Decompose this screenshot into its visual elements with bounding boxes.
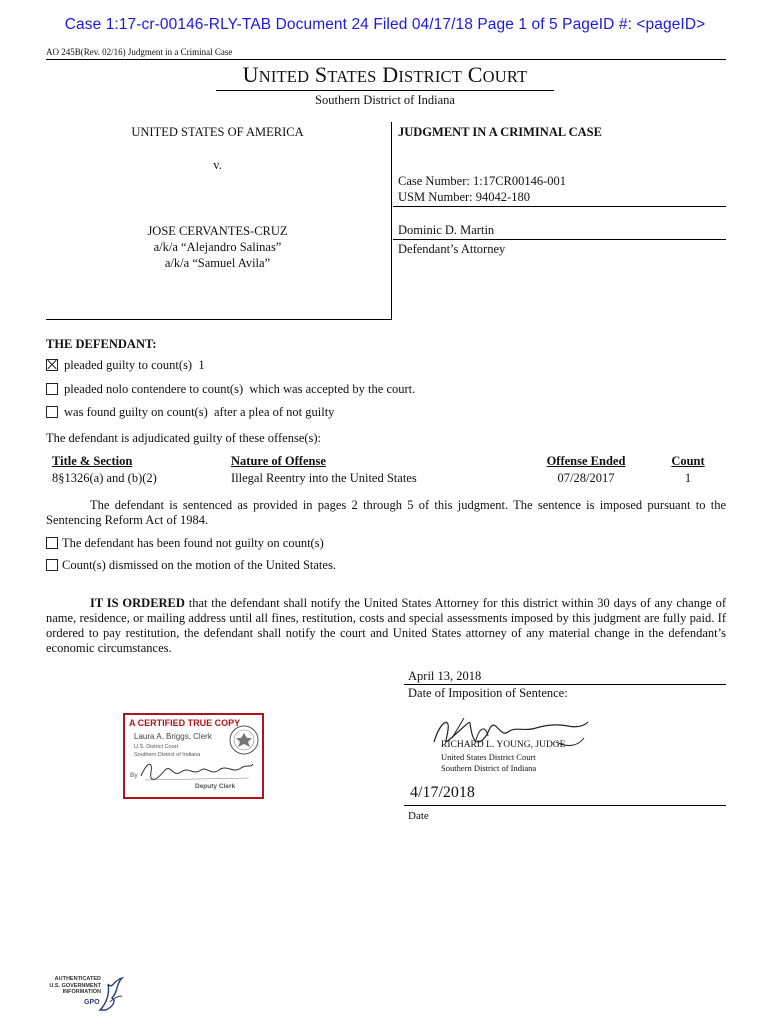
court-district: Southern District of Indiana xyxy=(315,93,455,107)
gpo-eagle-icon xyxy=(96,974,126,1014)
top-rule xyxy=(46,59,726,60)
case-number: Case Number: 1:17CR00146-001 xyxy=(398,174,567,188)
order-paragraph: IT IS ORDERED that the defendant shall notify the United States Attorney for this district within 30 days of any change of name, residence, or mailing address until all fines, restitution, costs and special assessments imposed by this judgment are fully paid. If ordered to pay restitution, the defendant shall notify the court and United States attorney of any material change in the defendant’s economic circumstances. xyxy=(46,596,726,655)
date-label: Date xyxy=(408,810,429,822)
plea-guilty-row: pleaded guilty to count(s) 1 xyxy=(46,358,205,373)
ecf-header-stamp: Case 1:17-cr-00146-RLY-TAB Document 24 Filed 04/17/18 Page 1 of 5 PageID #: <pageID> xyxy=(64,16,706,33)
col-nature: Nature of Offense xyxy=(231,454,326,468)
date-rule xyxy=(404,805,726,806)
defendant-aka-2: a/k/a “Samuel Avila” xyxy=(164,256,271,270)
stamp-court: U.S. District Court xyxy=(134,744,179,750)
offense-ended: 07/28/2017 xyxy=(557,471,615,485)
stamp-title: A CERTIFIED TRUE COPY xyxy=(129,718,241,728)
defendant-heading: THE DEFENDANT: xyxy=(46,337,157,351)
stamp-by: By xyxy=(130,772,138,779)
gpo-text: AUTHENTICATED U.S. GOVERNMENT INFORMATION xyxy=(49,976,101,995)
found-guilty-row: was found guilty on count(s) after a plea of not guilty xyxy=(46,405,334,420)
deputy-signature xyxy=(137,758,257,784)
offense-count: 1 xyxy=(684,471,692,485)
attorney-label: Defendant’s Attorney xyxy=(398,242,506,256)
col-count: Count xyxy=(671,454,705,468)
found-guilty-checkbox xyxy=(46,406,58,418)
versus: v. xyxy=(213,158,222,172)
stamp-clerk: Laura A. Briggs, Clerk xyxy=(134,732,212,741)
judgment-type: JUDGMENT IN A CRIMINAL CASE xyxy=(398,125,602,139)
plaintiff: UNITED STATES OF AMERICA xyxy=(131,125,304,139)
caption-bottom-rule xyxy=(46,319,392,320)
adjudicated-text: The defendant is adjudicated guilty of these offense(s): xyxy=(46,431,322,445)
col-title-section: Title & Section xyxy=(52,454,133,468)
judge-name: RICHARD L. YOUNG, JUDGE xyxy=(441,740,566,750)
usm-number: USM Number: 94042-180 xyxy=(398,190,530,204)
form-id: AO 245B(Rev. 02/16) Judgment in a Criminal Case xyxy=(46,47,233,57)
judge-court: United States District Court xyxy=(441,752,536,762)
case-info-rule xyxy=(393,206,726,207)
certified-copy-stamp xyxy=(123,713,264,799)
court-title-rule xyxy=(216,90,554,91)
caption-divider xyxy=(391,122,392,319)
col-offense-ended: Offense Ended xyxy=(546,454,626,468)
defendant-aka-1: a/k/a “Alejandro Salinas” xyxy=(153,240,282,254)
not-guilty-checkbox xyxy=(46,537,58,549)
imposition-label: Date of Imposition of Sentence: xyxy=(408,686,568,700)
defendant-name: JOSE CERVANTES-CRUZ xyxy=(147,224,288,238)
sentencing-text: The defendant is sentenced as provided in pages 2 through 5 of this judgment. The sentence is imposed pursuant to the Sentencing Reform Act of 1984. xyxy=(46,498,726,527)
not-guilty-row: The defendant has been found not guilty on count(s) xyxy=(46,536,324,551)
imposition-date: April 13, 2018 xyxy=(408,669,482,683)
imposition-rule xyxy=(404,684,726,685)
attorney-name: Dominic D. Martin xyxy=(398,223,495,237)
stamp-role: Deputy Clerk xyxy=(195,783,236,790)
offense-nature: Illegal Reentry into the United States xyxy=(231,471,417,485)
signing-date: 4/17/2018 xyxy=(410,784,475,801)
plea-nolo-checkbox xyxy=(46,383,58,395)
stamp-district: Southern District of Indiana xyxy=(134,752,201,758)
judge-district: Southern District of Indiana xyxy=(441,763,537,773)
court-seal-icon xyxy=(228,724,260,756)
plea-nolo-row: pleaded nolo contendere to count(s) which was accepted by the court. xyxy=(46,382,415,397)
dismissed-row: Count(s) dismissed on the motion of the United States. xyxy=(46,558,336,573)
plea-guilty-checkbox xyxy=(46,359,58,371)
dismissed-checkbox xyxy=(46,559,58,571)
court-title: UNITED STATES DISTRICT COURT xyxy=(242,62,528,87)
gpo-mark: GPO xyxy=(84,999,100,1006)
attorney-rule xyxy=(393,239,726,240)
offense-title-section: 8§1326(a) and (b)(2) xyxy=(52,471,157,485)
